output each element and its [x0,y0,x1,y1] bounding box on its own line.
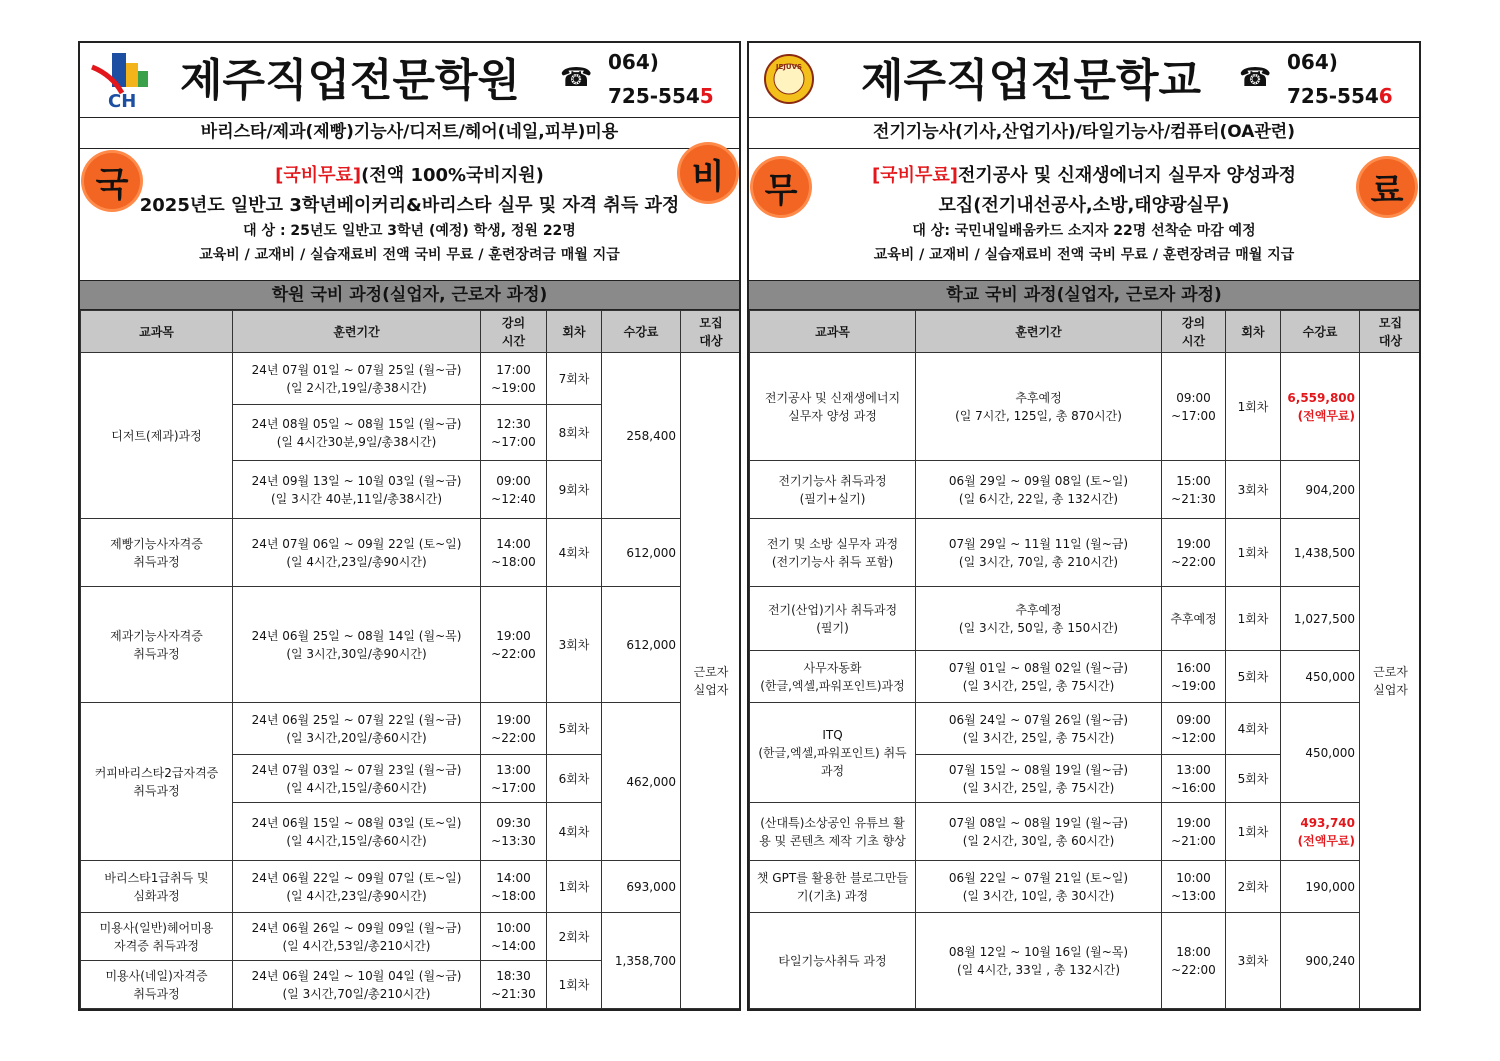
training-period: 24년 09월 13일 ~ 10월 03일 (월~금) (일 3시간 40분,11일/총38시간) [233,461,481,519]
academy-logo [88,49,160,111]
course-round: 1회차 [547,861,602,913]
course-fee: 258,400 [602,353,681,519]
course-subject: 전기기능사 취득과정 (필기+실기) [750,461,916,519]
promo-line4: 교육비 / 교재비 / 실습재료비 전액 국비 무료 / 훈련장려금 매월 지급 [199,247,620,263]
column-header: 회차 [547,311,602,353]
class-time: 10:00 ~14:00 [481,913,547,961]
course-subject: 타일기능사취득 과정 [750,913,916,1009]
training-period: 24년 07월 03일 ~ 07월 23일 (월~금) (일 4시간,15일/총60시간) [233,755,481,803]
badge-right: 료 [1359,159,1415,215]
promo-line1: [국비무료](전액 100%국비지원) [275,165,544,186]
class-time: 09:00 ~12:40 [481,461,547,519]
school-logo [763,53,815,105]
class-time: 13:00 ~16:00 [1162,755,1226,803]
course-subject: 전기공사 및 신재생에너지 실무자 양성 과정 [750,353,916,461]
training-period: 24년 07월 01일 ~ 07월 25일 (월~금) (일 2시간,19일/총38시간) [233,353,481,405]
logo-text: CH [108,91,137,111]
table-row [750,861,1422,913]
table-row [750,587,1422,651]
training-period: 08월 12일 ~ 10월 16일 (월~목) (일 4시간, 33일 , 총 132시간) [916,913,1162,1009]
training-period: 24년 06월 26일 ~ 09월 09일 (월~금) (일 4시간,53일/총210시간) [233,913,481,961]
column-header: 수강료 [1281,311,1360,353]
course-fee: 612,000 [602,519,681,587]
course-subject: 사무자동화 (한글,엑셀,파워포인트)과정 [750,651,916,703]
course-fee: 190,000 [1281,861,1360,913]
course-round: 1회차 [1226,587,1281,651]
training-period: 07월 15일 ~ 08월 19일 (월~금) (일 3시간, 25일, 총 75시간) [916,755,1162,803]
table-header-row [81,311,742,353]
table-row [81,703,742,755]
course-round: 2회차 [1226,861,1281,913]
course-fee: 1,027,500 [1281,587,1360,651]
school-panel [747,41,1421,1011]
class-time: 14:00 ~18:00 [481,519,547,587]
course-fee: 612,000 [602,587,681,703]
course-round: 4회차 [547,803,602,861]
column-header: 훈련기간 [233,311,481,353]
course-round: 2회차 [547,913,602,961]
training-period: 추후예정 (일 7시간, 125일, 총 870시간) [916,353,1162,461]
course-round: 1회차 [1226,353,1281,461]
course-subject: 커피바리스타2급자격증 취득과정 [81,703,233,861]
training-period: 24년 06월 25일 ~ 07월 22일 (월~금) (일 3시간,20일/총60시간) [233,703,481,755]
promo-line3: 대 상 : 25년도 일반고 3학년 (예정) 학생, 정원 22명 [243,223,576,239]
school-course-table [749,310,1421,1009]
course-subject: ITQ (한글,엑셀,파워포인트) 취득 과정 [750,703,916,803]
course-round: 1회차 [1226,803,1281,861]
course-fee: 462,000 [602,703,681,861]
column-header: 교과목 [81,311,233,353]
promo-line3: 대 상: 국민내일배움카드 소지자 22명 선착순 마감 예정 [912,223,1256,239]
course-subject: 제과기능사자격증 취득과정 [81,587,233,703]
course-round: 9회차 [547,461,602,519]
class-time: 추후예정 [1162,587,1226,651]
training-period: 06월 22일 ~ 07월 21일 (토~일) (일 3시간, 10일, 총 30시간) [916,861,1162,913]
training-period: 추후예정 (일 3시간, 50일, 총 150시간) [916,587,1162,651]
column-header: 회차 [1226,311,1281,353]
course-fee: 904,200 [1281,461,1360,519]
course-round: 4회차 [1226,703,1281,755]
column-header: 모집 대상 [681,311,742,353]
telephone-icon: ☎ [560,63,593,93]
promo-line2: 2025년도 일반고 3학년베이커리&바리스타 실무 및 자격 취득 과정 [139,195,680,216]
class-time: 10:00 ~13:00 [1162,861,1226,913]
class-time: 14:00 ~18:00 [481,861,547,913]
column-header: 모집 대상 [1360,311,1422,353]
course-subject: (산대특)소상공인 유튜브 활 용 및 콘텐츠 제작 기초 향상 [750,803,916,861]
promo-line2: 모집(전기내선공사,소방,태양광실무) [938,195,1230,216]
class-time: 09:00 ~12:00 [1162,703,1226,755]
telephone-icon: ☎ [1239,63,1272,93]
class-time: 13:00 ~17:00 [481,755,547,803]
table-row [81,587,742,703]
training-period: 06월 29일 ~ 09월 08일 (토~일) (일 6시간, 22일, 총 132시간) [916,461,1162,519]
course-fee: 450,000 [1281,651,1360,703]
training-period: 24년 08월 05일 ~ 08월 15일 (월~금) (일 4시간30분,9일/총38시간) [233,405,481,461]
badge-left: 국 [84,153,140,209]
table-row [750,803,1422,861]
class-time: 18:00 ~22:00 [1162,913,1226,1009]
academy-subtitle: 바리스타/제과(제빵)기능사/디저트/헤어(네일,피부)미용 [200,122,619,142]
course-round: 3회차 [547,587,602,703]
course-round: 5회차 [547,703,602,755]
recruit-target: 근로자 실업자 [681,353,742,1009]
training-period: 24년 06월 15일 ~ 08월 03일 (토~일) (일 4시간,15일/총60시간) [233,803,481,861]
course-subject: 미용사(네일)자격증 취득과정 [81,961,233,1009]
table-row [81,353,742,405]
course-fee: 1,358,700 [602,913,681,1009]
school-title: 제주직업전문학교 [861,55,1202,106]
table-row [750,353,1422,461]
course-fee: 6,559,800 (전액무료) [1281,353,1360,461]
class-time: 17:00 ~19:00 [481,353,547,405]
column-header: 교과목 [750,311,916,353]
section-title: 학원 국비 과정(실업자, 근로자 과정) [80,280,739,310]
table-row [81,861,742,913]
class-time: 16:00 ~19:00 [1162,651,1226,703]
academy-course-table [80,310,741,1009]
phone-area: 064) [608,50,659,74]
course-round: 4회차 [547,519,602,587]
column-header: 훈련기간 [916,311,1162,353]
table-row [750,519,1422,587]
academy-panel [78,41,741,1011]
course-subject: 챗 GPT를 활용한 블로그만들 기(기초) 과정 [750,861,916,913]
class-time: 12:30 ~17:00 [481,405,547,461]
table-row [81,913,742,961]
school-subtitle: 전기기능사(기사,산업기사)/타일기능사/컴퓨터(OA관련) [873,122,1295,142]
section-title: 학교 국비 과정(실업자, 근로자 과정) [749,280,1419,310]
class-time: 09:30 ~13:30 [481,803,547,861]
academy-title: 제주직업전문학원 [180,55,521,106]
table-row [750,703,1422,755]
table-row [750,461,1422,519]
training-period: 07월 01일 ~ 08월 02일 (월~금) (일 3시간, 25일, 총 75시간) [916,651,1162,703]
promo-line4: 교육비 / 교재비 / 실습재료비 전액 국비 무료 / 훈련장려금 매월 지급 [873,247,1295,263]
course-round: 6회차 [547,755,602,803]
training-period: 06월 24일 ~ 07월 26일 (월~금) (일 3시간, 25일, 총 75시간) [916,703,1162,755]
training-period: 07월 08일 ~ 08월 19일 (월~금) (일 2시간, 30일, 총 60시간) [916,803,1162,861]
training-period: 24년 06월 24일 ~ 10월 04일 (월~금) (일 3시간,70일/총210시간) [233,961,481,1009]
column-header: 강의 시간 [481,311,547,353]
training-period: 24년 07월 06일 ~ 09월 22일 (토~일) (일 4시간,23일/총90시간) [233,519,481,587]
course-subject: 미용사(일반)헤어미용 자격증 취득과정 [81,913,233,961]
class-time: 19:00 ~22:00 [1162,519,1226,587]
course-subject: 전기(산업)기사 취득과정 (필기) [750,587,916,651]
course-subject: 제빵기능사자격증 취득과정 [81,519,233,587]
course-fee: 493,740 (전액무료) [1281,803,1360,861]
badge-right: 비 [680,145,736,201]
column-header: 수강료 [602,311,681,353]
course-subject: 전기 및 소방 실무자 과정 (전기기능사 취득 포함) [750,519,916,587]
table-row [750,651,1422,703]
course-fee: 1,438,500 [1281,519,1360,587]
phone-number: 725-5545 [608,84,714,108]
course-fee: 693,000 [602,861,681,913]
course-subject: 바리스타1급취득 및 심화과정 [81,861,233,913]
training-period: 24년 06월 25일 ~ 08월 14일 (월~목) (일 3시간,30일/총90시간) [233,587,481,703]
class-time: 19:00 ~21:00 [1162,803,1226,861]
course-round: 1회차 [547,961,602,1009]
training-period: 24년 06월 22일 ~ 09월 07일 (토~일) (일 4시간,23일/총90시간) [233,861,481,913]
table-row [81,519,742,587]
course-round: 1회차 [1226,519,1281,587]
class-time: 19:00 ~22:00 [481,587,547,703]
table-row [750,913,1422,1009]
course-round: 7회차 [547,353,602,405]
column-header: 강의 시간 [1162,311,1226,353]
phone-number: 725-5546 [1287,84,1393,108]
phone-area: 064) [1287,50,1338,74]
course-round: 3회차 [1226,461,1281,519]
badge-left: 무 [753,159,809,215]
class-time: 19:00 ~22:00 [481,703,547,755]
training-period: 07월 29일 ~ 11월 11일 (월~금) (일 3시간, 70일, 총 210시간) [916,519,1162,587]
course-round: 5회차 [1226,755,1281,803]
course-round: 8회차 [547,405,602,461]
recruit-target: 근로자 실업자 [1360,353,1422,1009]
class-time: 18:30 ~21:30 [481,961,547,1009]
course-round: 5회차 [1226,651,1281,703]
course-fee: 450,000 [1281,703,1360,803]
course-subject: 디저트(제과)과정 [81,353,233,519]
course-fee: 900,240 [1281,913,1360,1009]
table-header-row [750,311,1422,353]
logo-text: JEJUVS [775,63,803,71]
class-time: 15:00 ~21:30 [1162,461,1226,519]
class-time: 09:00 ~17:00 [1162,353,1226,461]
course-round: 3회차 [1226,913,1281,1009]
promo-line1: [국비무료]전기공사 및 신재생에너지 실무자 양성과정 [871,165,1297,186]
